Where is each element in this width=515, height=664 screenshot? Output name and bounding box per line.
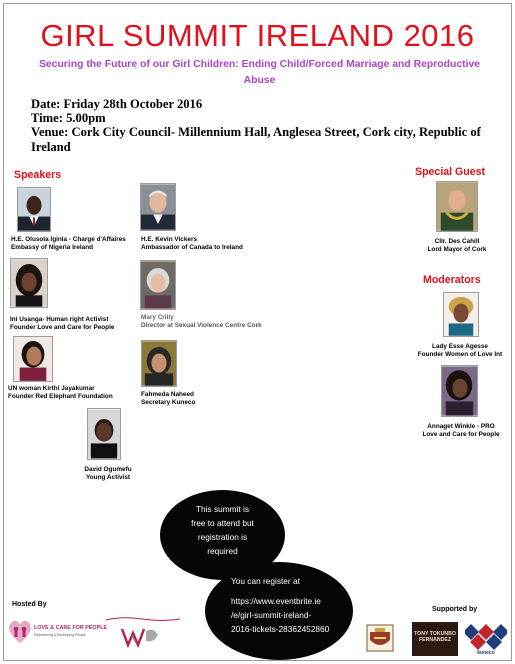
speaker-caption-mary-crilly: Mary Crilly Director at Sexual Violence Centre Cork: [141, 314, 262, 329]
special-guest-caption: Cllr. Des Cahill Lord Mayor of Cork: [427, 238, 487, 253]
event-details: [31, 97, 501, 154]
poster-subtitle: Securing the Future of our Girl Children: Ending Child/Forced Marriage and Reproductive Abuse: [38, 59, 481, 86]
red-elephant-icon: [102, 615, 184, 651]
portrait-image: [141, 184, 175, 230]
free-registration-bubble: This summit is free to attend but registration is required: [160, 490, 285, 580]
speakers-heading: Speakers: [14, 169, 62, 181]
speaker-caption-kirthi-jayakumar: UN woman Kirthi Jayakumar Founder Red Elephant Foundation: [8, 385, 113, 400]
portrait-image: [14, 337, 52, 381]
speaker-caption-ini-usanga: Ini Usanga- Human right Activist Founder Love and Care for People: [10, 316, 115, 331]
kuneco-logo: kuneco: [465, 620, 507, 658]
speaker-photo-olusola-iginla: [17, 187, 51, 232]
portrait-image: [88, 409, 120, 459]
supported-by-label: Supported by: [432, 606, 478, 613]
portrait-image: [11, 259, 47, 307]
portrait-image: [444, 293, 478, 336]
poster-title: GIRL SUMMIT IRELAND 2016: [40, 18, 475, 53]
portrait-image: [142, 341, 176, 386]
kuneco-pattern-icon: [465, 620, 507, 650]
tony-tokunbo-fernandez-logo: TONY TOKUNBO FERNANDEZ: [412, 622, 458, 656]
speaker-photo-mary-crilly: [140, 260, 176, 310]
portrait-image: [18, 188, 50, 231]
speaker-caption-david-ogumefu: David Ogumefu Young Activist: [84, 466, 132, 481]
speaker-photo-david-ogumefu: [87, 408, 121, 460]
event-venue: Venue: Cork City Council- Millennium Hall, Anglesea Street, Cork city, Republic of Ireland: [31, 125, 481, 154]
register-url[interactable]: https://www.eventbrite.ie /e/girl-summit-ireland- 2016-tickets-28362452860: [231, 596, 330, 634]
speaker-caption-olusola-iginla: H.E. Olusola Iginla - Chargé d'Affaires Embassy of Nigeria Ireland: [11, 236, 126, 251]
speaker-caption-fahmeda-naheed: Fahmeda Naheed Secretary Kuneco: [141, 391, 196, 406]
moderator-photo-esse-agesse: [443, 292, 479, 337]
speaker-photo-fahmeda-naheed: [141, 340, 177, 387]
love-and-care-logo: LOVE & CARE FOR PEOPLE Empowering & Developing People: [6, 614, 91, 650]
special-guest-photo-des-cahill: [436, 181, 478, 232]
speaker-photo-kevin-vickers: [140, 183, 176, 231]
moderators-heading: Moderators: [423, 274, 481, 286]
moderator-caption-annaget-winkle: Annaget Winkle - PRO Love and Care for People: [422, 423, 500, 438]
event-date: Date: Friday 28th October 2016: [31, 97, 203, 111]
special-guest-heading: Special Guest: [415, 166, 486, 178]
portrait-image: [141, 261, 175, 309]
red-elephant-logo: [102, 615, 184, 651]
portrait-image: [437, 182, 477, 231]
portrait-image: [442, 366, 477, 416]
speaker-photo-ini-usanga: [10, 258, 48, 308]
speaker-caption-kevin-vickers: H.E. Kevin Vickers Ambassador of Canada to Ireland: [141, 236, 243, 251]
register-bubble: You can register at https://www.eventbrite.ie /e/girl-summit-ireland- 2016-tickets-28362452860: [205, 562, 353, 660]
speaker-photo-kirthi-jayakumar: [13, 336, 53, 382]
heart-people-icon: [6, 616, 34, 646]
hosted-by-label: Hosted By: [12, 601, 47, 608]
cork-crest-logo: [366, 624, 394, 652]
moderator-photo-annaget-winkle: [441, 365, 478, 417]
moderator-caption-esse-agesse: Lady Esse Agesse Founder Women of Love Int: [417, 343, 503, 358]
event-time: Time: 5.00pm: [31, 111, 106, 126]
crest-icon: [366, 624, 394, 652]
